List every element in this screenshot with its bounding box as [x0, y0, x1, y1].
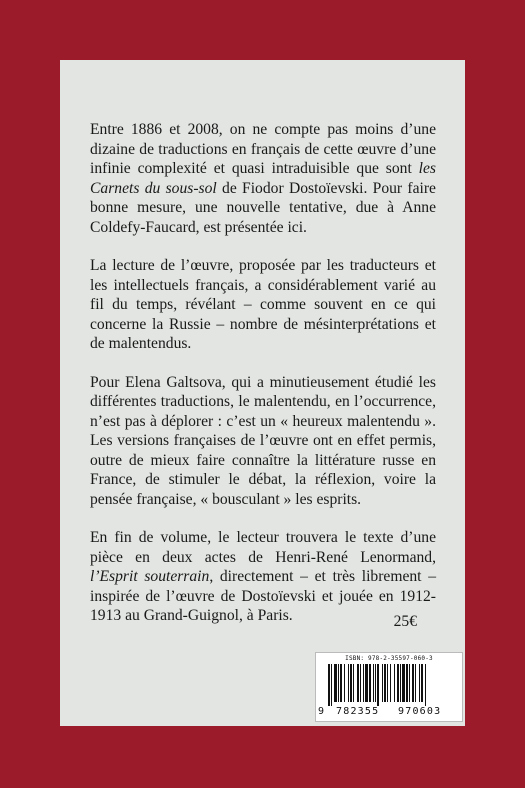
blurb-text [90, 120, 436, 626]
barcode-bar [377, 664, 379, 706]
barcode-bar [390, 664, 391, 702]
barcode-bar [369, 664, 371, 702]
barcode-bar [360, 664, 361, 702]
barcode-bar [375, 664, 376, 702]
barcode-bar [421, 664, 423, 702]
barcode-bar [419, 664, 420, 702]
barcode-bar [340, 664, 342, 702]
barcode-bar [387, 664, 388, 702]
barcode-bar [353, 664, 354, 702]
barcode-bar [400, 664, 401, 702]
isbn-barcode [315, 652, 463, 722]
paragraph-2 [90, 256, 436, 354]
barcode-bar [382, 664, 383, 702]
barcode-bar [350, 664, 352, 702]
isbn-label: ISBN: 978-2-35597-060-3 [345, 655, 433, 662]
barcode-digits-right: 970603 [398, 706, 442, 717]
barcode-bar [348, 664, 349, 702]
barcode-bar [334, 664, 337, 702]
barcode-bar [365, 664, 368, 702]
text-panel [60, 60, 465, 726]
barcode-bars [328, 664, 452, 706]
paragraph-1-part-3: de Fiodor Dostoïevski. Pour faire bonne mesure, une nouvelle tentative, due à Anne Coldefy-Faucard, est présentée ici. [90, 179, 436, 236]
paragraph-4 [90, 528, 436, 626]
paragraph-1-title-italic: les Carnets du sous-sol [90, 160, 436, 197]
barcode-digit-lead: 9 [318, 706, 325, 717]
barcode-bar [338, 664, 339, 702]
barcode-bar [412, 664, 414, 702]
barcode-bar [406, 664, 408, 702]
paragraph-4-part-3: , directement – et très librement – inspirée de l’œuvre de Dostoïevski et jouée en 1912-1913 au Grand-Guignol, à Paris. [90, 568, 436, 624]
barcode-bar [328, 664, 330, 706]
barcode-bar [397, 664, 399, 702]
barcode-bar [409, 664, 410, 702]
paragraph-1 [90, 120, 436, 237]
barcode-bar [331, 664, 332, 706]
paragraph-2-part-1: La lecture de l’œuvre, proposée par les traducteurs et les intellectuels français, a considérablement varié au fil du temps, révélant – comme souvent en ce qui concerne la Russie – nombre de mésinterprétations et de malentendus. [90, 257, 436, 352]
price-label: 25€ [393, 613, 417, 630]
barcode-bar [394, 664, 395, 702]
paragraph-4-part-1: En fin de volume, le lecteur trouvera le texte d’une pièce en deux actes de Henri-René Lenormand, [90, 529, 436, 566]
barcode-bar [373, 664, 374, 702]
barcode-digits-left: 782355 [336, 706, 380, 717]
barcode-bar [425, 664, 426, 706]
barcode-bar [344, 664, 345, 702]
barcode-bar [384, 664, 386, 702]
barcode-bar [357, 664, 359, 702]
barcode-bar [415, 664, 416, 702]
paragraph-3 [90, 373, 436, 510]
paragraph-3-part-1: Pour Elena Galtsova, qui a minutieusement étudié les différentes traductions, le malentendu, en l’occurrence, n’est pas à déplorer : c’est un « heureux malentendu ». Les versions françaises de l’œuvre ont en effet permis, outre de mieux faire connaître la littérature russe en France, de stimuler le débat, la réflexion, voire la pensée française, « bousculant » les esprits. [90, 373, 436, 508]
barcode-bar [363, 664, 364, 702]
barcode-bar [402, 664, 405, 702]
paragraph-4-title-italic: l’Esprit souterrain [90, 568, 210, 585]
paragraph-1-part-1: Entre 1886 et 2008, on ne compte pas moins d’une dizaine de traductions en français de cette œuvre d’une infinie complexité et quasi intraduisible que sont [90, 121, 436, 177]
